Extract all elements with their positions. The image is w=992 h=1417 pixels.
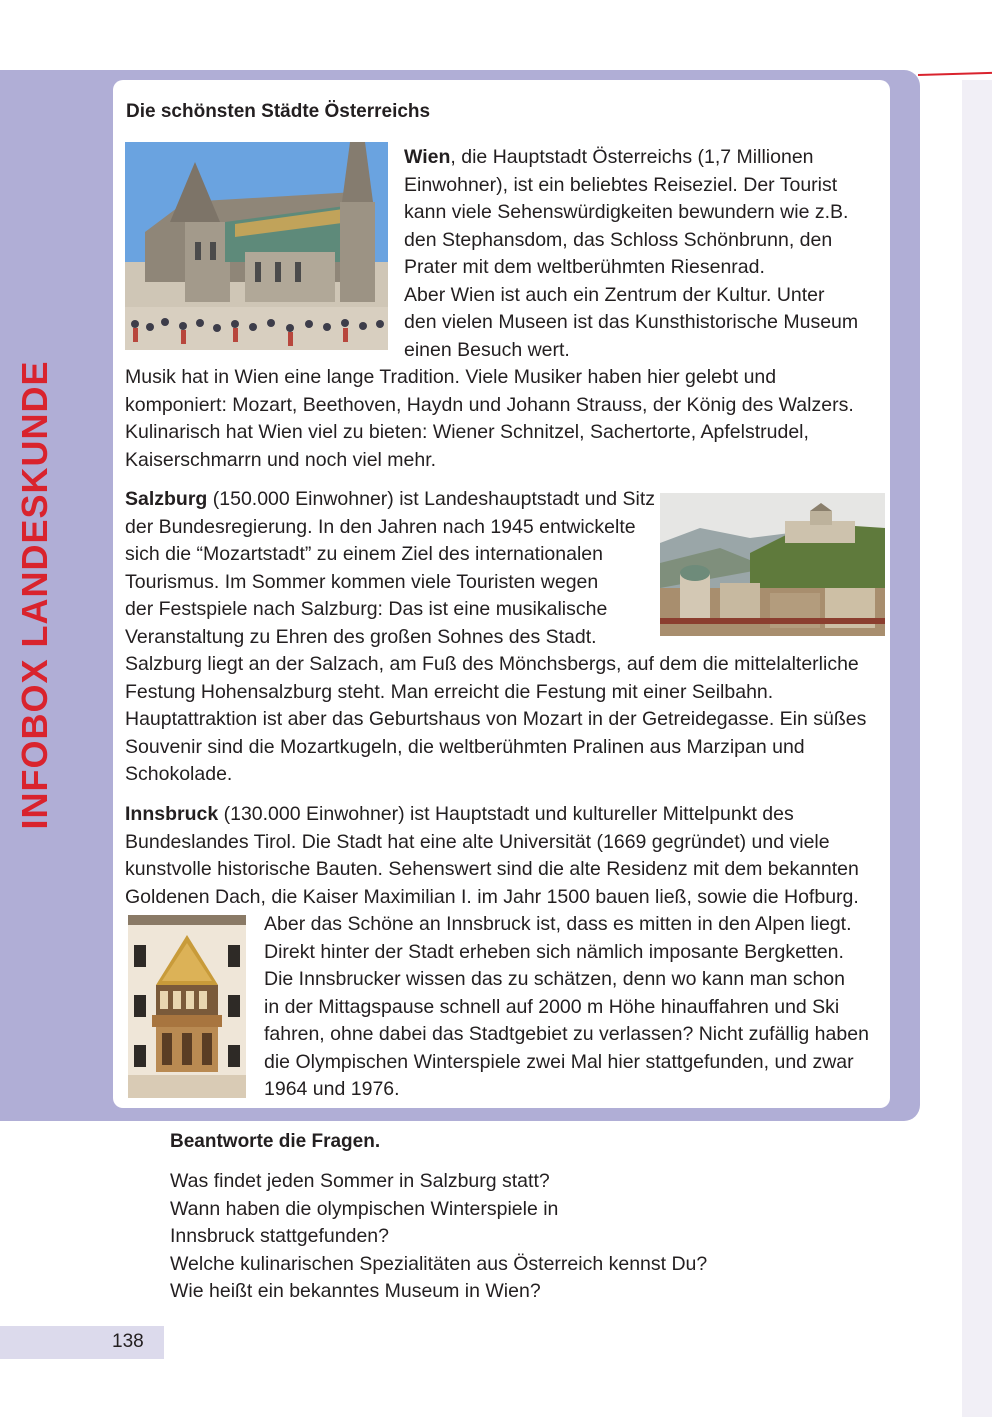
innsbruck-line: fahren, ohne dabei das Stadtgebiet zu verlassen? Nicht zufällig haben — [264, 1023, 869, 1045]
wien-intro: , die Hauptstadt Österreichs (1,7 Millionen — [450, 146, 814, 168]
innsbruck-full-line: Goldenen Dach, die Kaiser Maximilian I. im Jahr 1500 bauen ließ, sowie die Hofburg. — [125, 885, 859, 908]
questions-list — [170, 1168, 707, 1306]
salzburg-full-line: Salzburg liegt an der Salzach, am Fuß des Mönchsbergs, auf dem die mittelalterliche — [125, 653, 859, 675]
wien-full-line: Kaiserschmarrn und noch viel mehr. — [125, 448, 437, 471]
wien-full-line: komponiert: Mozart, Beethoven, Haydn und Johann Strauss, der König des Walzers. — [125, 393, 854, 416]
question-line: Wann haben die olympischen Winterspiele in — [170, 1197, 559, 1220]
page-edge-strip — [962, 80, 992, 1417]
salzburg-line: Tourismus. Im Sommer kommen viele Touristen wegen — [125, 570, 599, 593]
wien-name: Wien — [404, 146, 451, 168]
wien-full-line: Musik hat in Wien eine lange Tradition. Viele Musiker haben hier gelebt und — [125, 366, 777, 388]
innsbruck-paragraph-continued — [264, 911, 869, 1104]
salzburg-intro: (150.000 Einwohner) ist Landeshauptstadt und Sitz — [207, 488, 656, 510]
innsbruck-name: Innsbruck — [125, 803, 219, 825]
wien-line: kann viele Sehenswürdigkeiten bewundern wie z.B. — [404, 201, 849, 223]
salzburg-line: Veranstaltung zu Ehren des großen Sohnes des Stadt. — [125, 625, 597, 648]
innsbruck-line: in der Mittagspause schnell auf 2000 m Höhe hinauffahren und Ski — [264, 995, 840, 1018]
salzburg-full-line: Schokolade. — [125, 763, 233, 785]
red-rule — [918, 72, 992, 76]
innsbruck-full-line: Bundeslandes Tirol. Die Stadt hat eine alte Universität (1669 gegründet) und viele — [125, 830, 830, 853]
innsbruck-full-line: kunstvolle historische Bauten. Sehenswert sind die alte Residenz mit dem bekannten — [125, 858, 859, 880]
wien-full-line: Kulinarisch hat Wien viel zu bieten: Wiener Schnitzel, Sachertorte, Apfelstrudel, — [125, 421, 809, 443]
salzburg-line: der Bundesregierung. In den Jahren nach 1945 entwickelte — [125, 515, 636, 538]
innsbruck-line: Die Innsbrucker wissen das zu schätzen, denn wo kann man schon — [264, 968, 845, 990]
infobox-side-title: INFOBOX LANDESKUNDE — [14, 360, 55, 830]
wien-line: einen Besuch wert. — [404, 338, 570, 361]
wien-line: Aber Wien ist auch ein Zentrum der Kultur. Unter — [404, 283, 825, 306]
page-number: 138 — [112, 1331, 144, 1352]
salzburg-photo — [660, 493, 885, 636]
salzburg-full-line: Festung Hohensalzburg steht. Man erreicht die Festung mit einer Seilbahn. — [125, 680, 774, 703]
question-line: Wie heißt ein bekanntes Museum in Wien? — [170, 1280, 541, 1302]
goldenes-dachl-photo — [128, 915, 246, 1098]
salzburg-full-line: Souvenir sind die Mozartkugeln, die weltberühmten Pralinen aus Marzipan und — [125, 735, 805, 758]
wien-line: Einwohner), ist ein beliebtes Reiseziel. Der Tourist — [404, 173, 838, 196]
innsbruck-line: Aber das Schöne an Innsbruck ist, dass es mitten in den Alpen liegt. — [264, 913, 852, 935]
salzburg-line: sich die “Mozartstadt” zu einem Ziel des internationalen — [125, 543, 603, 565]
salzburg-paragraph — [125, 486, 655, 651]
question-line: Welche kulinarischen Spezialitäten aus Österreich kennst Du? — [170, 1252, 708, 1275]
question-line: Innsbruck stattgefunden? — [170, 1225, 389, 1247]
innsbruck-line: 1964 und 1976. — [264, 1078, 400, 1100]
innsbruck-paragraph — [125, 801, 859, 911]
wien-line: den Stephansdom, das Schloss Schönbrunn, den — [404, 228, 833, 251]
infobox-title: Die schönsten Städte Österreichs — [126, 101, 431, 122]
wien-line: Prater mit dem weltberühmten Riesenrad. — [404, 256, 765, 278]
wien-paragraph — [404, 144, 858, 364]
salzburg-paragraph-continued — [125, 651, 866, 789]
stephansdom-photo — [125, 142, 388, 350]
wien-paragraph-continued — [125, 364, 854, 474]
salzburg-full-line: Hauptattraktion ist aber das Geburtshaus von Mozart in der Getreidegasse. Ein süßes — [125, 708, 867, 730]
wien-line: den vielen Museen ist das Kunsthistorische Museum — [404, 311, 859, 333]
salzburg-line: der Festspiele nach Salzburg: Das ist eine musikalische — [125, 598, 608, 620]
innsbruck-intro: (130.000 Einwohner) ist Hauptstadt und kultureller Mittelpunkt des — [218, 803, 794, 825]
innsbruck-line: Direkt hinter der Stadt erheben sich nämlich imposante Bergketten. — [264, 940, 844, 963]
salzburg-name: Salzburg — [125, 488, 208, 510]
question-line: Was findet jeden Sommer in Salzburg statt? — [170, 1170, 550, 1192]
questions-title: Beantworte die Fragen. — [170, 1131, 381, 1152]
innsbruck-line: die Olympischen Winterspiele zwei Mal hier stattgefunden, und zwar — [264, 1050, 854, 1073]
